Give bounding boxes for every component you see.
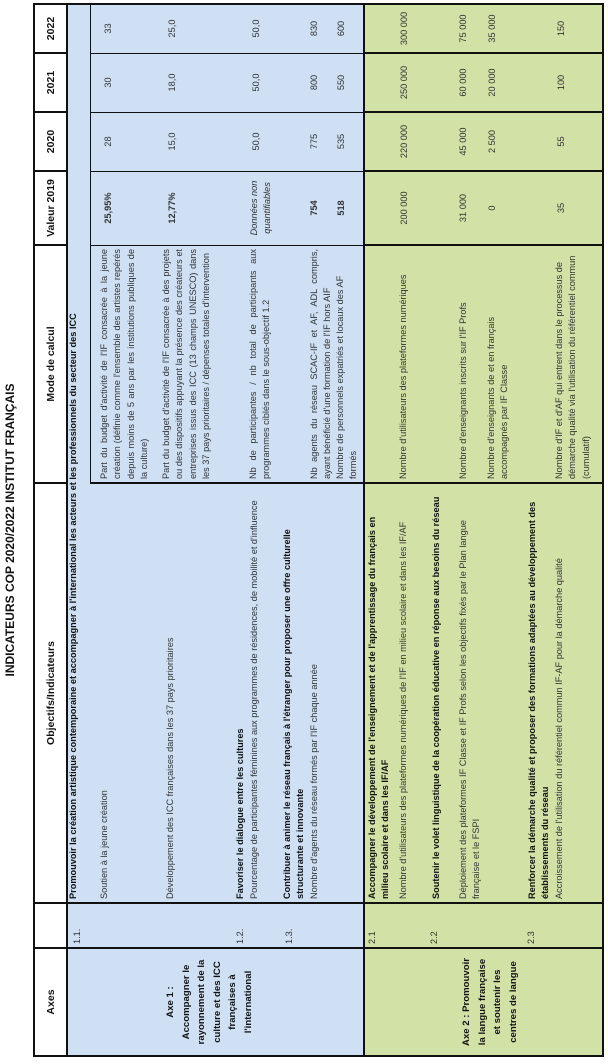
axe1-label: Axe 1 : Accompagner le rayonnement de la culture et des ICC françaises à l'international xyxy=(165,959,254,1045)
col-divider xyxy=(33,902,604,904)
header-objectifs: Objectifs/Indicateurs xyxy=(44,641,57,745)
indicator-label: Déploiement des plateformes IF Classe et IF Profs selon les objectifs fixés par le Plan langue française et le FSPI xyxy=(458,520,482,899)
calculation-mode: Nombre d'IF et d'AF qui entrent dans le processus de démarche qualité via l'utilisation du référentiel commun (cumulatif) xyxy=(554,255,591,479)
indicator-label: Nombre d'utilisateurs des plateformes numériques de l'IF en milieu scolaire et dans les IF/AF xyxy=(398,521,408,899)
value-2019: 35 xyxy=(556,202,566,214)
objective-number: 2.2 xyxy=(429,931,439,944)
header-valeur-2019: Valeur 2019 xyxy=(44,179,57,237)
objective-title: Favoriser le dialogue entre les cultures xyxy=(235,728,245,899)
value-2022: 35 000 xyxy=(487,14,497,43)
value-2019: 25,95% xyxy=(103,192,113,224)
header-axes: Axes xyxy=(44,989,57,1015)
value-2021: 550 xyxy=(336,74,346,91)
value-2021: 18,0 xyxy=(167,73,177,92)
header-2022: 2022 xyxy=(44,16,57,41)
objective-number: 2.3 xyxy=(526,931,536,944)
value-2019: Données non quantifiables xyxy=(249,180,273,236)
axe2-label: Axe 2 : Promouvoir la langue française et soutenir les centres de langue xyxy=(461,958,519,1046)
value-2019: 200 000 xyxy=(399,191,409,225)
value-2022: 600 xyxy=(336,20,346,37)
value-2022: 33 xyxy=(103,23,113,34)
header-2020: 2020 xyxy=(44,129,57,154)
col-divider xyxy=(90,171,364,172)
calculation-mode: Nombre d'utilisateurs des plateformes numériques xyxy=(398,274,408,479)
header-number xyxy=(34,903,67,948)
objective-number: 2.1 xyxy=(367,931,377,944)
value-2021: 800 xyxy=(309,74,319,91)
objective-number: 1.2. xyxy=(235,928,245,944)
table-border-left xyxy=(33,1055,604,1057)
col-divider xyxy=(90,245,364,246)
page-title: INDICATEURS COP 2020/2022 INSTITUT FRANÇAIS xyxy=(3,383,17,677)
value-2021: 20 000 xyxy=(487,68,497,97)
value-2022: 50,0 xyxy=(251,19,261,38)
value-2021: 30 xyxy=(103,77,113,88)
objective-title: Renforcer la démarche qualité et proposer des formations adaptées au développement des établissements du réseau xyxy=(527,501,551,899)
value-2021: 60 000 xyxy=(458,68,468,97)
value-2022: 25,0 xyxy=(167,19,177,38)
value-2020: 55 xyxy=(556,136,566,147)
value-2020: 45 000 xyxy=(458,127,468,156)
header-2021: 2021 xyxy=(44,70,57,95)
value-2020: 2 500 xyxy=(487,130,497,153)
value-2019: 754 xyxy=(309,200,319,216)
value-2022: 830 xyxy=(309,20,319,37)
indicator-label: Pourcentage de participantes féminines aux programmes de résidences, de mobilité et d'influence xyxy=(249,500,259,899)
value-2022: 300 000 xyxy=(399,11,409,46)
value-2021: 100 xyxy=(556,74,566,91)
indicator-label: Nombre d'agents du réseau formés par l'IF chaque année xyxy=(309,664,319,899)
indicator-label: Soutien à la jeune création xyxy=(99,790,109,899)
value-2019: 0 xyxy=(487,205,497,211)
calculation-mode: Part du budget d'activité de l'IF consacrée à des projets ou des dispositifs appuyant la présence des créateurs et entreprises issus des ICC (13 champs UNESCO) dans les 37 pays prioritaires / dépenses totales d'intervention xyxy=(161,249,212,479)
col-divider xyxy=(33,947,604,949)
value-2020: 15,0 xyxy=(167,132,177,151)
value-2020: 220 000 xyxy=(399,124,409,159)
objective-title: Contribuer à animer le réseau français à l'étranger pour proposer une offre culturelle structurante et innovante xyxy=(282,529,306,899)
value-2022: 150 xyxy=(556,20,566,37)
col-divider xyxy=(90,482,604,484)
objective-number: 1.3. xyxy=(284,928,294,944)
value-2021: 250 000 xyxy=(399,65,409,100)
axe-divider xyxy=(363,4,365,1056)
indicator-label: Développement des ICC françaises dans les 37 pays prioritaires xyxy=(165,637,175,899)
value-2020: 775 xyxy=(309,133,319,150)
col-divider xyxy=(90,112,364,113)
value-2019: 12,77% xyxy=(167,192,177,224)
value-2019: 31 000 xyxy=(458,193,468,223)
col-divider xyxy=(90,53,364,54)
objective-title: Soutenir le volet linguistique de la coopération éducative en réponse aux besoins du réseau xyxy=(431,496,441,899)
objective-title: Promouvoir la création artistique contemporaine et accompagner à l'international les acteurs et les professionnels du secteur des ICC xyxy=(68,313,78,899)
objective-title: Accompagner le développement de l'enseignement et de l'apprentissage du français en milieu scolaire et dans les IF/AF xyxy=(367,516,391,899)
objective-number: 1.1. xyxy=(72,928,82,944)
calculation-mode: Part du budget d'activité de l'IF consacrée à la jeune création (définie comme l'ensemble des artistes repérés depuis moins de 5 ans par les institutions publiques de la culture) xyxy=(99,249,150,479)
value-2022: 75 000 xyxy=(458,14,468,43)
value-2020: 28 xyxy=(103,136,113,147)
value-2019: 518 xyxy=(336,200,346,216)
value-2021: 50,0 xyxy=(251,73,261,92)
calculation-mode: Nb de participantes / nb total de participants aux programmes ciblés dans le sous-objectif 1.2 xyxy=(248,249,272,479)
calculation-mode: Nombre d'enseignants de et en français accompagnés par IF Classe xyxy=(486,316,510,479)
objective-row-divider xyxy=(90,4,91,483)
table-border-bottom xyxy=(602,4,604,1056)
calculation-mode: Nombre de personnels expatriés et locaux des AF formés xyxy=(335,275,359,479)
calculation-mode: Nb agents du réseau SCAC-IF et AF, ADL compris, ayant bénéficié d'une formation de l'IF hors AIF xyxy=(309,249,333,479)
header-mode: Mode de calcul xyxy=(44,326,57,402)
calculation-mode: Nombre d'enseignants inscrits sur l'IF Profs xyxy=(458,302,468,479)
value-2020: 50,0 xyxy=(251,132,261,151)
indicator-label: Accroissement de l'utilisation du référentiel commun IF-AF pour la démarche qualité xyxy=(554,558,564,899)
value-2020: 535 xyxy=(336,133,346,150)
